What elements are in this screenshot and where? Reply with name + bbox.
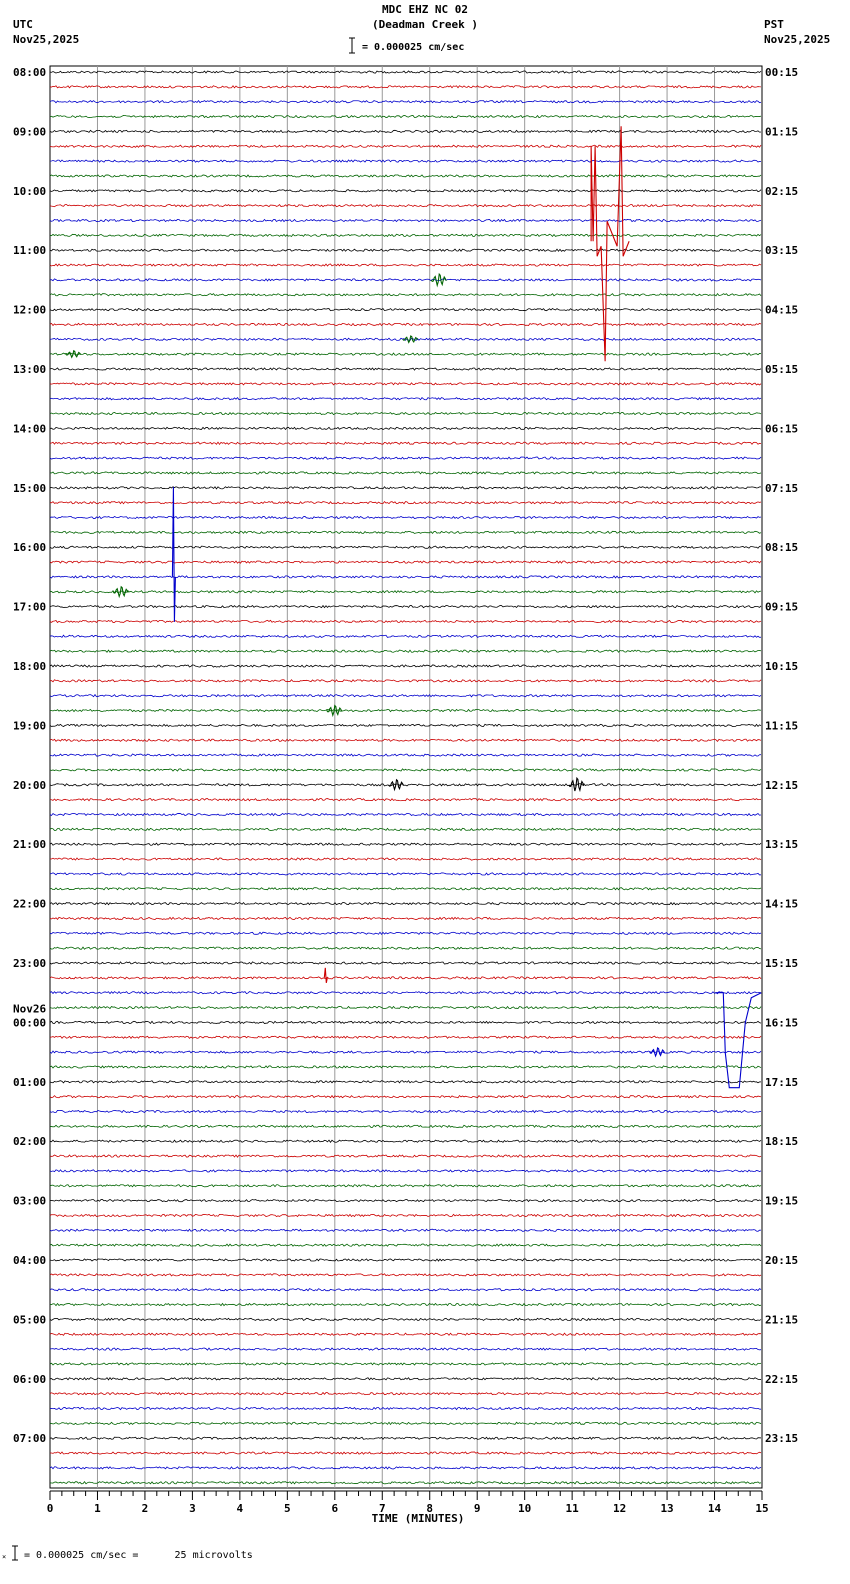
seismic-trace xyxy=(50,591,761,593)
x-tick-label: 2 xyxy=(141,1502,149,1515)
utc-hour-label: 08:00 xyxy=(13,66,47,79)
seismic-trace xyxy=(50,709,761,711)
seismic-trace xyxy=(50,799,761,801)
seismic-trace xyxy=(50,1482,761,1484)
seismic-trace xyxy=(50,412,761,414)
seismic-trace xyxy=(50,368,761,370)
x-tick-label: 13 xyxy=(660,1502,674,1515)
seismic-event-mark xyxy=(650,1048,665,1056)
seismic-trace xyxy=(50,1200,761,1202)
x-tick-label: 7 xyxy=(378,1502,386,1515)
seismic-trace xyxy=(50,1393,761,1395)
seismic-trace xyxy=(50,680,761,682)
seismic-trace xyxy=(50,1096,761,1098)
seismic-trace xyxy=(50,1363,761,1365)
seismic-trace xyxy=(50,427,761,429)
seismic-trace xyxy=(50,917,761,919)
seismic-trace xyxy=(50,1021,761,1023)
seismic-trace xyxy=(50,977,761,979)
x-tick-label: 9 xyxy=(473,1502,481,1515)
seismic-trace xyxy=(50,145,761,147)
pst-hour-label: 17:15 xyxy=(765,1075,799,1089)
seismic-trace xyxy=(50,620,761,622)
seismic-trace xyxy=(50,606,761,608)
left-date: Nov25,2025 xyxy=(13,33,80,46)
seismic-trace xyxy=(50,962,761,964)
utc-hour-label: 21:00 xyxy=(13,838,47,852)
right-timezone: PST xyxy=(764,18,784,31)
pst-hour-label: 00:15 xyxy=(765,66,799,79)
pst-hour-label: 22:15 xyxy=(765,1372,799,1386)
x-tick-label: 10 xyxy=(518,1502,532,1515)
utc-hour-label: 20:00 xyxy=(13,778,47,792)
seismic-trace xyxy=(50,130,761,132)
seismic-trace xyxy=(50,1259,761,1261)
utc-hour-label: 01:00 xyxy=(13,1075,47,1089)
seismic-trace xyxy=(50,323,761,325)
pst-hour-label: 15:15 xyxy=(765,957,799,970)
svg-text:×: × xyxy=(2,1553,7,1561)
pst-hour-label: 19:15 xyxy=(765,1194,799,1208)
utc-hour-label: 00:00 xyxy=(13,1016,47,1030)
pst-hour-label: 09:15 xyxy=(765,600,799,614)
seismic-trace xyxy=(50,1452,761,1454)
x-tick-label: 5 xyxy=(284,1502,291,1515)
seismic-trace xyxy=(50,1155,761,1157)
seismic-trace xyxy=(50,695,761,697)
station-name: (Deadman Creek ) xyxy=(372,18,478,31)
seismic-trace xyxy=(50,1333,761,1335)
utc-hour-label: 09:00 xyxy=(13,125,47,139)
pst-hour-label: 07:15 xyxy=(765,481,799,495)
seismic-trace xyxy=(50,1437,761,1439)
seismic-trace xyxy=(50,219,761,221)
seismic-trace xyxy=(50,858,761,860)
x-tick-label: 11 xyxy=(565,1502,579,1515)
pst-hour-label: 10:15 xyxy=(765,660,799,673)
seismic-trace xyxy=(50,650,761,652)
utc-hour-label: 15:00 xyxy=(13,481,47,495)
seismic-trace xyxy=(50,531,761,533)
seismic-trace xyxy=(50,1081,761,1083)
seismic-trace xyxy=(50,754,761,756)
seismic-trace xyxy=(50,1407,761,1409)
seismic-trace xyxy=(50,1214,761,1216)
seismic-trace xyxy=(50,309,761,311)
pst-hour-label: 01:15 xyxy=(765,125,799,139)
x-tick-label: 4 xyxy=(236,1502,244,1515)
x-axis xyxy=(47,1491,769,1525)
seismic-trace xyxy=(50,843,761,845)
left-timezone: UTC xyxy=(13,18,33,31)
seismic-trace xyxy=(50,1125,761,1127)
x-tick-label: 0 xyxy=(46,1502,54,1515)
pst-hour-label: 03:15 xyxy=(765,244,799,258)
seismic-event-mark xyxy=(324,968,327,983)
x-tick-label: 3 xyxy=(189,1502,196,1515)
utc-hour-label: 11:00 xyxy=(13,244,47,258)
seismic-trace xyxy=(50,1289,761,1291)
utc-hour-label: 17:00 xyxy=(13,600,47,614)
seismic-trace xyxy=(50,175,761,177)
seismic-trace xyxy=(50,516,761,518)
seismic-trace xyxy=(50,1303,761,1305)
pst-hour-label: 21:15 xyxy=(765,1313,799,1327)
seismic-trace xyxy=(50,1274,761,1276)
utc-hour-label: 07:00 xyxy=(13,1432,47,1446)
x-tick-label: 8 xyxy=(426,1502,434,1515)
x-tick-label: 6 xyxy=(331,1502,339,1515)
pst-hour-label: 16:15 xyxy=(765,1016,799,1030)
utc-hour-label: 23:00 xyxy=(13,957,47,970)
seismic-trace xyxy=(50,1066,761,1068)
seismic-trace xyxy=(50,1036,761,1038)
seismic-trace xyxy=(50,665,761,667)
utc-hour-label: 12:00 xyxy=(13,303,47,317)
seismic-trace xyxy=(50,1229,761,1231)
seismic-trace xyxy=(50,576,761,578)
seismic-trace xyxy=(50,947,761,949)
seismic-trace xyxy=(50,828,761,830)
seismic-trace xyxy=(50,1140,761,1142)
seismic-trace xyxy=(50,1378,761,1380)
seismic-trace xyxy=(50,724,761,726)
seismic-trace xyxy=(50,502,761,504)
seismic-trace xyxy=(50,86,761,88)
right-date: Nov25,2025 xyxy=(764,33,831,46)
pst-hour-label: 11:15 xyxy=(765,719,799,733)
seismic-trace xyxy=(50,784,761,786)
x-tick-label: 15 xyxy=(755,1502,769,1515)
seismic-trace xyxy=(50,1467,761,1469)
seismic-trace xyxy=(50,398,761,400)
seismic-trace xyxy=(50,992,761,994)
seismic-trace xyxy=(50,873,761,875)
pst-hour-label: 12:15 xyxy=(765,778,799,792)
utc-hour-label: 22:00 xyxy=(13,897,47,911)
seismic-event-mark xyxy=(172,487,175,622)
seismic-event-mark xyxy=(403,336,418,342)
seismic-trace xyxy=(50,264,761,266)
utc-hour-label: 04:00 xyxy=(13,1254,47,1267)
utc-hour-label: 02:00 xyxy=(13,1135,47,1149)
seismic-trace xyxy=(50,739,761,741)
seismic-trace xyxy=(50,442,761,444)
pst-hour-label: 05:15 xyxy=(765,363,799,376)
utc-hour-label: 14:00 xyxy=(13,422,47,436)
seismic-trace xyxy=(50,888,761,890)
seismic-trace xyxy=(50,234,761,236)
x-tick-label: 12 xyxy=(612,1502,627,1515)
header-scale-bar-icon xyxy=(349,38,355,53)
x-tick-label: 1 xyxy=(94,1502,101,1515)
utc-hour-label: 10:00 xyxy=(13,184,47,198)
seismic-trace xyxy=(50,383,761,385)
seismic-trace xyxy=(50,1185,761,1187)
pst-hour-label: 04:15 xyxy=(765,303,799,317)
seismic-event-mark xyxy=(113,587,128,597)
seismic-trace xyxy=(50,561,761,563)
utc-hour-label: 18:00 xyxy=(13,660,47,673)
trace-group xyxy=(50,71,761,1484)
seismic-trace xyxy=(50,472,761,474)
seismic-trace xyxy=(50,101,761,103)
seismic-event-mark xyxy=(66,351,81,358)
seismic-trace xyxy=(50,1244,761,1246)
utc-date-label: Nov26 xyxy=(13,1002,47,1016)
utc-hour-label: 03:00 xyxy=(13,1194,47,1208)
x-tick-label: 14 xyxy=(707,1502,722,1515)
seismic-trace xyxy=(50,1110,761,1112)
pst-hour-label: 18:15 xyxy=(765,1135,799,1149)
seismic-trace xyxy=(50,1170,761,1172)
utc-hour-label: 16:00 xyxy=(13,541,47,555)
seismic-trace xyxy=(50,279,761,281)
seismic-trace xyxy=(50,769,761,771)
pst-hour-label: 02:15 xyxy=(765,184,799,198)
seismic-trace xyxy=(50,353,761,355)
seismic-trace xyxy=(50,457,761,459)
seismic-trace xyxy=(50,635,761,637)
x-axis-label: TIME (MINUTES) xyxy=(371,1512,465,1525)
seismic-trace xyxy=(50,903,761,905)
seismic-trace xyxy=(50,932,761,934)
seismic-trace xyxy=(50,1006,761,1008)
station-title: MDC EHZ NC 02 xyxy=(381,3,469,16)
seismic-event-mark xyxy=(389,780,404,790)
seismic-event-mark xyxy=(431,274,446,285)
utc-hour-label: 06:00 xyxy=(13,1372,47,1386)
seismic-trace xyxy=(50,546,761,548)
seismic-trace xyxy=(50,1422,761,1424)
seismic-trace xyxy=(50,294,761,296)
footer-scale-bar-icon xyxy=(2,1546,18,1561)
seismic-trace xyxy=(50,71,761,73)
seismic-trace xyxy=(50,190,761,192)
pst-hour-label: 23:15 xyxy=(765,1432,799,1446)
seismic-event-mark xyxy=(569,778,584,791)
utc-hour-label: 19:00 xyxy=(13,719,47,733)
seismic-trace xyxy=(50,1318,761,1320)
seismic-trace xyxy=(50,1348,761,1350)
pst-hour-label: 13:15 xyxy=(765,838,799,852)
seismic-trace xyxy=(50,115,761,117)
pst-hour-label: 08:15 xyxy=(765,541,799,555)
seismic-trace xyxy=(50,205,761,207)
header-scale-text: = 0.000025 cm/sec xyxy=(362,42,465,53)
seismic-trace xyxy=(50,160,761,162)
seismic-trace xyxy=(50,487,761,489)
pst-hour-label: 14:15 xyxy=(765,897,799,911)
utc-hour-label: 05:00 xyxy=(13,1313,47,1327)
seismic-trace xyxy=(50,249,761,251)
pst-hour-label: 06:15 xyxy=(765,422,799,436)
utc-hour-label: 13:00 xyxy=(13,363,47,376)
footer-scale-text: = 0.000025 cm/sec = 25 microvolts xyxy=(24,1550,253,1561)
seismic-trace xyxy=(50,813,761,815)
pst-hour-label: 20:15 xyxy=(765,1254,799,1267)
